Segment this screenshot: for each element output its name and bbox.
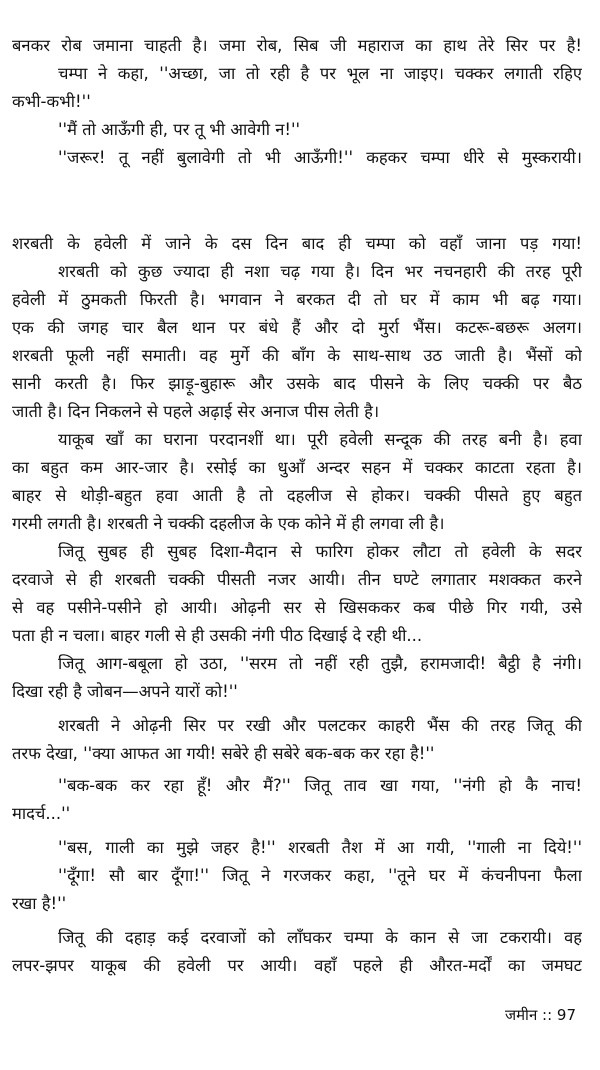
text-line: शरबती फूली नहीं समाती। वह मुर्गे की बाँग के साथ-साथ उठ जाती है। भैंसों को (12, 346, 582, 365)
text-line: ''जरूर! तू नहीं बुलावेगी तो भी आऊँगी!'' कहकर चम्पा धीरे से मुस्करायी। (58, 148, 582, 167)
text-line: जितू की दहाड़ कई दरवाजों को लाँघकर चम्पा के कान से जा टकरायी। वह (58, 928, 582, 947)
text-line: का बहुत कम आर-जार है। रसोई का धुआँ अन्दर सहन में चक्कर काटता रहता है। (12, 458, 582, 477)
text-line: दिखा रही है जोबन—अपने यारों को!'' (12, 682, 238, 701)
text-line: शरबती को कुछ ज्यादा ही नशा चढ़ गया है। दिन भर नचनहारी की तरह पूरी (58, 262, 582, 281)
text-line: सानी करती है। फिर झाड़ू-बुहारू और उसके बाद पीसने के लिए चक्की पर बैठ (12, 374, 582, 393)
text-line: रखा है!'' (12, 894, 67, 913)
text-line: जितू सुबह ही सुबह दिशा-मैदान से फारिग होकर लौटा तो हवेली के सदर (58, 542, 582, 561)
text-line: शरबती ने ओढ़नी सिर पर रखी और पलटकर काहरी भैंस की तरह जितू की (58, 716, 582, 735)
text-line: शरबती के हवेली में जाने के दस दिन बाद ही चम्पा को वहाँ जाना पड़ गया! (12, 234, 582, 253)
text-line: पता ही न चला। बाहर गली से ही उसकी नंगी पीठ दिखाई दे रही थी... (12, 626, 423, 645)
running-footer: जमीन :: 97 (504, 1006, 576, 1024)
text-line: से वह पसीने-पसीने हो आयी। ओढ़नी सर से खिसककर कब पीछे गिर गयी, उसे (12, 598, 582, 617)
text-line: ''मैं तो आऊँगी ही, पर तू भी आवेगी न!'' (58, 120, 301, 139)
text-line: बाहर से थोड़ी-बहुत हवा आती है तो दहलीज से होकर। चक्की पीसते हुए बहुत (12, 486, 582, 505)
text-line: हवेली में ठुमकती फिरती है। भगवान ने बरकत दी तो घर में काम भी बढ़ गया। (12, 290, 582, 309)
text-line: गरमी लगती है। शरबती ने चक्की दहलीज के एक कोने में ही लगवा ली है। (12, 514, 445, 533)
text-line: ''बस, गाली का मुझे जहर है!'' शरबती तैश में आ गयी, ''गाली ना दिये!'' (58, 838, 582, 857)
text-line: ''दूँगा! सौ बार दूँगा!'' जितू ने गरजकर कहा, ''तूने घर में कंचनीपना फैला (58, 866, 582, 885)
text-line: तरफ देखा, ''क्या आफत आ गयी! सबेरे ही सबेरे बक-बक कर रहा है!'' (12, 744, 435, 763)
text-line: याकूब खाँ का घराना परदानशीं था। पूरी हवेली सन्दूक की तरह बनी है। हवा (58, 430, 582, 449)
text-line: दरवाजे से ही शरबती चक्की पीसती नजर आयी। तीन घण्टे लगातार मशक्कत करने (12, 570, 582, 589)
text-line: ''बक-बक कर रहा हूँ! और मैं?'' जितू ताव खा गया, ''नंगी हो कै नाच! (58, 776, 582, 795)
text-line: एक की जगह चार बैल थान पर बंधे हैं और दो मुर्रा भैंस। कटरू-बछरू अलग। (12, 318, 582, 337)
text-line: लपर-झपर याकूब की हवेली पर आयी। वहाँ पहले ही औरत-मर्दों का जमघट (12, 956, 582, 975)
text-line: जाती है। दिन निकलने से पहले अढ़ाई सेर अनाज पीस लेती है। (12, 402, 380, 421)
text-line: कभी-कभी!'' (12, 92, 91, 111)
text-line: जितू आग-बबूला हो उठा, ''सरम तो नहीं रही तुझै, हरामजादी! बैट्ठी है नंगी। (58, 654, 582, 673)
text-line: मादर्च...'' (12, 804, 71, 823)
text-line: बनकर रोब जमाना चाहती है। जमा रोब, सिब जी महाराज का हाथ तेरे सिर पर है! (12, 36, 582, 55)
text-line: चम्पा ने कहा, ''अच्छा, जा तो रही है पर भूल ना जाइए। चक्कर लगाती रहिए (58, 64, 582, 83)
